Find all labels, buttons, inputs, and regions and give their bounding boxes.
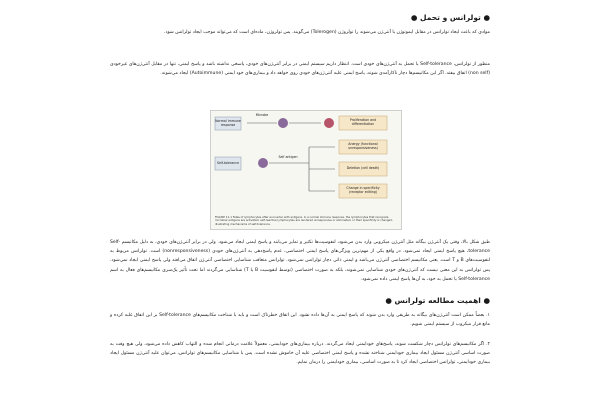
paragraph-tolerogen: [110, 28, 490, 37]
activated-cell-icon: [324, 118, 334, 128]
paragraph-importance-1: [110, 311, 490, 329]
paragraph-importance-2: [110, 340, 490, 368]
paragraph-text: طبق شکل بالا، وقتی یک آنتی‌ژن بیگانه مثل آنتی‌ژن میکروبی وارد بدن می‌شود، لنفوسیت‌ها تکثیر و تمایز می‌یابند و پاسخ ایمنی ایجاد می‌شود. ولی در برابر آنتی‌ژن‌های خودی، به دلیل مکانیسم Self-tolerance، هیچ پاسخ ایمنی ایجاد نمی‌شود. در واقع یکی از مهم‌ترین ویژگی‌های پاسخ ایمنی اختصاصی، عدم پاسخ‌دهی به آنتی‌ژن‌های خودی (nonresponsiveness) است. تولرانس مربوط به لنفوسیت‌های B و T است. یعنی مکانیسم اختصاصی آنتی‌ژن می‌باشد و ایمنی ذاتی دچار تولرانس نمی‌شود. تولرانس متعاقب شناسایی اختصاصی آنتی‌ژن اتفاق می‌افتد ولی پاسخ ایمنی ایجاد نمی‌شود. پس تولرانس به این معنی نیست که آنتی‌ژن‌های خودی شناسایی نمی‌شوند، بلکه به صورت اختصاصی (توسط لنفوسیت B یا T) شناسایی می‌گردند اما تحت تأثیر یک‌سری مکانیسم‌های فعال به اسم Self-tolerance یا تحمل به خود، به آن‌ها پاسخ ایمنی داده نمی‌شود.: [110, 240, 490, 282]
figure-caption: FIGURE 11-1 Fates of lymphocytes after encounter with antigens. In a normal immune response, the lymphocytes that recognize microbial antigens are activated; self-reactive lymphocytes are rendered unresponsive or eliminated, or their specificity is changed, illustrating mechanisms of self-tolerance.: [215, 214, 393, 226]
tolerance-figure: [210, 110, 402, 230]
lymphocyte-cell-icon: [258, 158, 268, 168]
label-prolif: Proliferation and differentiation: [349, 118, 377, 126]
label-deletion: Deletion (cell death): [346, 166, 380, 171]
paragraph-figure-explanation: [110, 238, 490, 284]
label-anergy: Anergy (functional unresponsiveness): [348, 142, 378, 150]
label-change: Change in specificity (receptor editing): [346, 186, 380, 194]
section-heading-importance: ● اهمیت مطالعه تولرانس ●: [385, 296, 490, 305]
paragraph-text: موادی که باعث ایجاد تولرانس در مقابل ایمونوژن یا آنتی‌ژن می‌شوند را تولروژن (Tolerogen) می‌گویند. پس تولروژن، ماده‌ای است که می‌تواند موجب ایجاد تولرانس شود.: [164, 30, 490, 35]
label-normal-response: Normal immune response: [215, 118, 241, 127]
label-self-tolerance: Self-tolerance: [216, 160, 239, 165]
paragraph-text: منظور از تولرانس، Self-tolerance یا تحمل به آنتی‌ژن‌های خودی است. انتظار داریم سیستم ایمنی در برابر آنتی‌ژن‌های خودی، پاسخی نداشته باشد و پاسخ ایمنی، تنها در مقابل آنتی‌ژن‌های غیرخودی (non self) اتفاق بیفتد. اگر این مکانیسم‌ها دچار ناکارآمدی شوند، پاسخ ایمنی علیه آنتی‌ژن‌های خودی روی خواهد داد و بیماری‌های خود ایمنی (Autoimmune) ایجاد می‌شوند.: [110, 62, 490, 77]
label-self-antigen: Self antigen: [278, 155, 298, 160]
paragraph-text: ۱. بعضاً ممکن است آنتی‌ژن‌های بیگانه به طریقی وارد بدن شوند که پاسخ ایمنی به آن‌ها داده نشود. این اتفاق خطرناک است و باید با شناخت مکانیسم‌های Self-tolerance بر این اتفاق غلبه کرده و مانع قرار میکروب از سیستم ایمنی شویم.: [110, 313, 490, 328]
label-microbe: Microbe: [255, 113, 269, 118]
paragraph-text: ۲. اگر مکانیسم‌های تولرانس دچار شکست شوند، پاسخ‌های خودایمنی ایجاد می‌گردند. درباره بیماری‌های خودایمنی، معمولاً علامت درمانی انجام شده و التهاب کاهش داده می‌شود، ولی هیچ وقت به صورت اساسی آنتی‌ژن مسئول ایجاد بیماری خودایمنی شناخته نشده و پاسخ ایمنی اختصاصی علیه آن خاموش نشده است. پس با شناسایی مکانیسم‌های تولرانس، می‌توان علیه آنتی‌ژن مسئول ایجاد بیماری خودایمنی، تولرانس اختصاصی ایجاد کرد تا به صورت اساسی، بیماری خودایمنی را درمان نمایم.: [110, 342, 490, 366]
lymphocyte-cell-icon: [278, 118, 288, 128]
section-heading-tolerance: ● تولرانس و تحمل ●: [410, 13, 490, 22]
paragraph-self-tolerance: [110, 60, 490, 78]
